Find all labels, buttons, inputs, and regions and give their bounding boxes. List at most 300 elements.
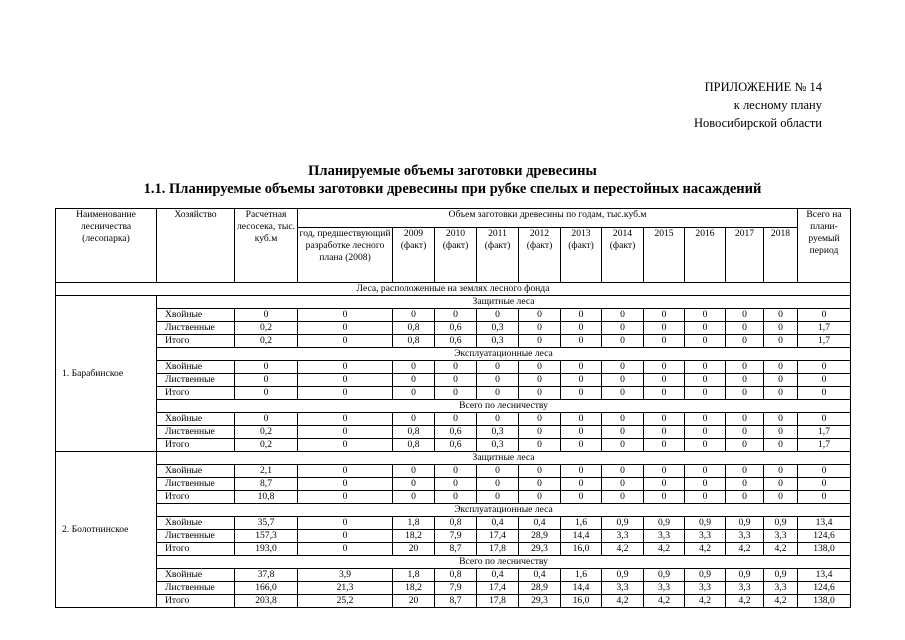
value-cell: 166,0 bbox=[235, 582, 298, 595]
value-cell: 0 bbox=[726, 322, 764, 335]
value-cell: 0 bbox=[602, 465, 644, 478]
value-cell: 0 bbox=[764, 309, 798, 322]
value-cell: 0 bbox=[602, 387, 644, 400]
value-cell: 0 bbox=[644, 322, 685, 335]
table-row bbox=[56, 517, 851, 530]
value-cell: 0 bbox=[393, 491, 435, 504]
value-cell: 7,9 bbox=[435, 582, 477, 595]
value-cell: 25,2 bbox=[298, 595, 393, 608]
value-cell: 0 bbox=[298, 491, 393, 504]
value-cell: 0 bbox=[644, 478, 685, 491]
value-cell: 0 bbox=[393, 387, 435, 400]
value-cell: 0 bbox=[235, 361, 298, 374]
value-cell: 1,6 bbox=[561, 517, 602, 530]
value-cell: 0 bbox=[235, 374, 298, 387]
farm-type: Лиственные bbox=[157, 322, 235, 335]
value-cell: 0,6 bbox=[435, 439, 477, 452]
value-cell: 3,3 bbox=[726, 582, 764, 595]
farm-type: Хвойные bbox=[157, 465, 235, 478]
value-cell: 0 bbox=[477, 374, 519, 387]
header-year: 2014 (факт) bbox=[602, 228, 644, 283]
value-cell: 0 bbox=[561, 335, 602, 348]
value-cell: 0,9 bbox=[685, 517, 726, 530]
value-cell: 0 bbox=[644, 426, 685, 439]
value-cell: 1,6 bbox=[561, 569, 602, 582]
value-cell: 3,3 bbox=[644, 530, 685, 543]
farm-type: Хвойные bbox=[157, 413, 235, 426]
value-cell: 10,8 bbox=[235, 491, 298, 504]
value-cell: 4,2 bbox=[685, 543, 726, 556]
value-cell: 0 bbox=[393, 374, 435, 387]
value-cell: 0 bbox=[685, 426, 726, 439]
header-total: Всего на плани-руемый период bbox=[798, 209, 851, 283]
value-cell: 0,9 bbox=[602, 517, 644, 530]
table-row bbox=[56, 309, 851, 322]
value-cell: 0 bbox=[764, 413, 798, 426]
farm-type: Итого bbox=[157, 595, 235, 608]
value-cell: 0 bbox=[798, 413, 851, 426]
value-cell: 0 bbox=[685, 322, 726, 335]
value-cell: 0 bbox=[644, 361, 685, 374]
value-cell: 0 bbox=[726, 426, 764, 439]
table-row bbox=[56, 478, 851, 491]
table-row bbox=[56, 413, 851, 426]
value-cell: 0 bbox=[602, 439, 644, 452]
value-cell: 0 bbox=[519, 426, 561, 439]
value-cell: 0 bbox=[764, 478, 798, 491]
farm-type: Итого bbox=[157, 491, 235, 504]
value-cell: 0 bbox=[644, 465, 685, 478]
value-cell: 0 bbox=[644, 309, 685, 322]
value-cell: 0,4 bbox=[519, 569, 561, 582]
value-cell: 0 bbox=[561, 387, 602, 400]
value-cell: 0 bbox=[393, 361, 435, 374]
value-cell: 0 bbox=[685, 335, 726, 348]
value-cell: 0 bbox=[519, 387, 561, 400]
value-cell: 3,3 bbox=[602, 582, 644, 595]
value-cell: 0 bbox=[685, 387, 726, 400]
table-row bbox=[56, 335, 851, 348]
table-row bbox=[56, 426, 851, 439]
value-cell: 3,3 bbox=[602, 530, 644, 543]
value-cell: 0 bbox=[685, 413, 726, 426]
value-cell: 0 bbox=[393, 309, 435, 322]
value-cell: 0,9 bbox=[726, 517, 764, 530]
value-cell: 0 bbox=[519, 374, 561, 387]
value-cell: 0 bbox=[435, 361, 477, 374]
value-cell: 0 bbox=[561, 491, 602, 504]
value-cell: 13,4 bbox=[798, 517, 851, 530]
value-cell: 17,4 bbox=[477, 582, 519, 595]
value-cell: 0 bbox=[644, 491, 685, 504]
value-cell: 0 bbox=[602, 309, 644, 322]
value-cell: 4,2 bbox=[726, 595, 764, 608]
farm-type: Итого bbox=[157, 335, 235, 348]
value-cell: 20 bbox=[393, 543, 435, 556]
farm-type: Хвойные bbox=[157, 517, 235, 530]
appendix-plan: к лесному плану bbox=[733, 98, 822, 112]
value-cell: 21,3 bbox=[298, 582, 393, 595]
value-cell: 0 bbox=[798, 465, 851, 478]
value-cell: 0 bbox=[519, 491, 561, 504]
value-cell: 0,3 bbox=[477, 439, 519, 452]
table-row bbox=[56, 530, 851, 543]
farm-type: Итого bbox=[157, 387, 235, 400]
value-cell: 0 bbox=[602, 374, 644, 387]
value-cell: 0 bbox=[298, 517, 393, 530]
value-cell: 18,2 bbox=[393, 582, 435, 595]
value-cell: 3,3 bbox=[764, 530, 798, 543]
value-cell: 0 bbox=[298, 413, 393, 426]
value-cell: 3,3 bbox=[685, 530, 726, 543]
value-cell: 0 bbox=[602, 491, 644, 504]
value-cell: 0 bbox=[393, 478, 435, 491]
value-cell: 0 bbox=[602, 335, 644, 348]
value-cell: 3,3 bbox=[764, 582, 798, 595]
value-cell: 0,6 bbox=[435, 335, 477, 348]
value-cell: 0 bbox=[435, 491, 477, 504]
value-cell: 0 bbox=[235, 413, 298, 426]
value-cell: 0 bbox=[798, 374, 851, 387]
value-cell: 3,3 bbox=[726, 530, 764, 543]
value-cell: 0,8 bbox=[393, 426, 435, 439]
value-cell: 0,8 bbox=[393, 322, 435, 335]
value-cell: 0 bbox=[685, 309, 726, 322]
value-cell: 2,1 bbox=[235, 465, 298, 478]
value-cell: 0 bbox=[726, 335, 764, 348]
value-cell: 0 bbox=[298, 374, 393, 387]
value-cell: 0 bbox=[602, 361, 644, 374]
value-cell: 0 bbox=[764, 387, 798, 400]
value-cell: 0 bbox=[726, 413, 764, 426]
section-title: Эксплуатационные леса bbox=[157, 348, 851, 361]
value-cell: 37,8 bbox=[235, 569, 298, 582]
value-cell: 0 bbox=[602, 322, 644, 335]
value-cell: 1,7 bbox=[798, 426, 851, 439]
value-cell: 0 bbox=[764, 439, 798, 452]
value-cell: 0 bbox=[298, 335, 393, 348]
farm-type: Итого bbox=[157, 543, 235, 556]
value-cell: 29,3 bbox=[519, 543, 561, 556]
value-cell: 0,4 bbox=[477, 517, 519, 530]
value-cell: 1,8 bbox=[393, 517, 435, 530]
value-cell: 4,2 bbox=[644, 543, 685, 556]
value-cell: 0,8 bbox=[393, 439, 435, 452]
value-cell: 0,9 bbox=[602, 569, 644, 582]
farm-type: Хвойные bbox=[157, 569, 235, 582]
section-title: Защитные леса bbox=[157, 452, 851, 465]
value-cell: 1,8 bbox=[393, 569, 435, 582]
value-cell: 0,6 bbox=[435, 426, 477, 439]
header-year: 2013 (факт) bbox=[561, 228, 602, 283]
appendix-number: ПРИЛОЖЕНИЕ № 14 bbox=[704, 80, 822, 94]
value-cell: 0 bbox=[764, 465, 798, 478]
value-cell: 4,2 bbox=[764, 595, 798, 608]
value-cell: 0 bbox=[519, 478, 561, 491]
section-title: Всего по лесничеству bbox=[157, 556, 851, 569]
header-volume-group: Объем заготовки древесины по годам, тыс.куб.м bbox=[298, 209, 798, 228]
value-cell: 0 bbox=[685, 374, 726, 387]
table-row bbox=[56, 543, 851, 556]
harvest-volume-table bbox=[55, 208, 851, 608]
value-cell: 0,8 bbox=[435, 517, 477, 530]
value-cell: 0 bbox=[764, 426, 798, 439]
value-cell: 0 bbox=[519, 439, 561, 452]
header-cutting-area: Расчетная лесосека, тыс. куб.м bbox=[235, 209, 298, 283]
value-cell: 0 bbox=[726, 309, 764, 322]
value-cell: 0 bbox=[685, 465, 726, 478]
value-cell: 124,6 bbox=[798, 582, 851, 595]
value-cell: 0 bbox=[726, 491, 764, 504]
value-cell: 4,2 bbox=[602, 595, 644, 608]
table-row bbox=[56, 595, 851, 608]
value-cell: 0 bbox=[764, 335, 798, 348]
table-row bbox=[56, 439, 851, 452]
forestry-name: 1. Барабинское bbox=[56, 296, 157, 452]
section-title: Всего по лесничеству bbox=[157, 400, 851, 413]
value-cell: 0,2 bbox=[235, 439, 298, 452]
table-row bbox=[56, 491, 851, 504]
value-cell: 138,0 bbox=[798, 595, 851, 608]
value-cell: 0 bbox=[685, 439, 726, 452]
value-cell: 0 bbox=[519, 322, 561, 335]
value-cell: 0 bbox=[435, 387, 477, 400]
value-cell: 0,2 bbox=[235, 426, 298, 439]
table-row bbox=[56, 374, 851, 387]
appendix-region: Новосибирской области bbox=[693, 116, 822, 130]
value-cell: 4,2 bbox=[726, 543, 764, 556]
value-cell: 0 bbox=[235, 309, 298, 322]
section-title: Защитные леса bbox=[157, 296, 851, 309]
value-cell: 138,0 bbox=[798, 543, 851, 556]
value-cell: 1,7 bbox=[798, 322, 851, 335]
value-cell: 0 bbox=[435, 465, 477, 478]
value-cell: 0 bbox=[561, 361, 602, 374]
value-cell: 0 bbox=[798, 309, 851, 322]
value-cell: 18,2 bbox=[393, 530, 435, 543]
value-cell: 0,2 bbox=[235, 322, 298, 335]
value-cell: 0 bbox=[435, 309, 477, 322]
value-cell: 0 bbox=[644, 374, 685, 387]
value-cell: 0 bbox=[764, 322, 798, 335]
value-cell: 0 bbox=[726, 465, 764, 478]
value-cell: 0 bbox=[726, 478, 764, 491]
table-row bbox=[56, 361, 851, 374]
header-farm: Хозяйство bbox=[157, 209, 235, 283]
value-cell: 203,8 bbox=[235, 595, 298, 608]
value-cell: 0 bbox=[561, 439, 602, 452]
farm-type: Лиственные bbox=[157, 426, 235, 439]
header-year: 2016 bbox=[685, 228, 726, 283]
value-cell: 0 bbox=[435, 478, 477, 491]
value-cell: 4,2 bbox=[602, 543, 644, 556]
header-year: 2018 bbox=[764, 228, 798, 283]
value-cell: 0,2 bbox=[235, 335, 298, 348]
value-cell: 0 bbox=[726, 439, 764, 452]
value-cell: 0 bbox=[561, 374, 602, 387]
value-cell: 3,9 bbox=[298, 569, 393, 582]
appendix-block bbox=[600, 78, 822, 132]
value-cell: 0 bbox=[477, 387, 519, 400]
value-cell: 8,7 bbox=[235, 478, 298, 491]
value-cell: 0 bbox=[764, 374, 798, 387]
value-cell: 4,2 bbox=[644, 595, 685, 608]
value-cell: 0 bbox=[298, 426, 393, 439]
value-cell: 0 bbox=[298, 530, 393, 543]
farm-type: Лиственные bbox=[157, 582, 235, 595]
farm-type: Хвойные bbox=[157, 361, 235, 374]
farm-type: Лиственные bbox=[157, 478, 235, 491]
value-cell: 0 bbox=[235, 387, 298, 400]
page-title: Планируемые объемы заготовки древесины bbox=[308, 163, 597, 179]
value-cell: 157,3 bbox=[235, 530, 298, 543]
value-cell: 0 bbox=[764, 491, 798, 504]
value-cell: 4,2 bbox=[764, 543, 798, 556]
value-cell: 0 bbox=[798, 361, 851, 374]
value-cell: 0 bbox=[519, 309, 561, 322]
farm-type: Итого bbox=[157, 439, 235, 452]
value-cell: 0 bbox=[726, 374, 764, 387]
value-cell: 0,3 bbox=[477, 335, 519, 348]
value-cell: 193,0 bbox=[235, 543, 298, 556]
value-cell: 0 bbox=[644, 335, 685, 348]
forestry-name: 2. Болотнинское bbox=[56, 452, 157, 608]
value-cell: 0,8 bbox=[435, 569, 477, 582]
value-cell: 0,3 bbox=[477, 426, 519, 439]
value-cell: 0 bbox=[519, 335, 561, 348]
value-cell: 0,8 bbox=[393, 335, 435, 348]
value-cell: 0,4 bbox=[519, 517, 561, 530]
value-cell: 0 bbox=[561, 413, 602, 426]
value-cell: 0 bbox=[602, 413, 644, 426]
value-cell: 0 bbox=[602, 426, 644, 439]
table-row bbox=[56, 387, 851, 400]
value-cell: 17,8 bbox=[477, 543, 519, 556]
table-body bbox=[56, 283, 851, 608]
value-cell: 0,9 bbox=[726, 569, 764, 582]
value-cell: 3,3 bbox=[644, 582, 685, 595]
header-year: 2010 (факт) bbox=[435, 228, 477, 283]
value-cell: 8,7 bbox=[435, 595, 477, 608]
value-cell: 0 bbox=[298, 322, 393, 335]
value-cell: 8,7 bbox=[435, 543, 477, 556]
farm-type: Лиственные bbox=[157, 530, 235, 543]
value-cell: 0 bbox=[685, 361, 726, 374]
value-cell: 0 bbox=[644, 413, 685, 426]
land-category-row: Леса, расположенные на землях лесного фонда bbox=[56, 283, 851, 296]
value-cell: 0 bbox=[644, 387, 685, 400]
value-cell: 3,3 bbox=[685, 582, 726, 595]
header-forestry-name: Наименование лесничества (лесопарка) bbox=[56, 209, 157, 283]
header-year: 2011 (факт) bbox=[477, 228, 519, 283]
value-cell: 0 bbox=[644, 439, 685, 452]
value-cell: 0,6 bbox=[435, 322, 477, 335]
value-cell: 1,7 bbox=[798, 439, 851, 452]
value-cell: 29,3 bbox=[519, 595, 561, 608]
value-cell: 0 bbox=[798, 478, 851, 491]
value-cell: 35,7 bbox=[235, 517, 298, 530]
value-cell: 0,4 bbox=[477, 569, 519, 582]
value-cell: 0 bbox=[726, 387, 764, 400]
value-cell: 0 bbox=[798, 491, 851, 504]
value-cell: 0 bbox=[519, 361, 561, 374]
value-cell: 1,7 bbox=[798, 335, 851, 348]
value-cell: 0 bbox=[393, 413, 435, 426]
value-cell: 0 bbox=[561, 478, 602, 491]
value-cell: 0,9 bbox=[764, 517, 798, 530]
table-row bbox=[56, 582, 851, 595]
table-row bbox=[56, 322, 851, 335]
header-year: 2009 (факт) bbox=[393, 228, 435, 283]
farm-type: Хвойные bbox=[157, 309, 235, 322]
value-cell: 0 bbox=[298, 309, 393, 322]
value-cell: 0 bbox=[298, 543, 393, 556]
page-subtitle: 1.1. Планируемые объемы заготовки древесины при рубке спелых и перестойных насаждений bbox=[143, 181, 762, 197]
value-cell: 0 bbox=[519, 465, 561, 478]
farm-type: Лиственные bbox=[157, 374, 235, 387]
value-cell: 0 bbox=[477, 309, 519, 322]
value-cell: 0 bbox=[477, 465, 519, 478]
value-cell: 0 bbox=[393, 465, 435, 478]
value-cell: 0 bbox=[602, 478, 644, 491]
value-cell: 0 bbox=[519, 413, 561, 426]
value-cell: 0 bbox=[685, 478, 726, 491]
value-cell: 0 bbox=[726, 361, 764, 374]
section-title: Эксплуатационные леса bbox=[157, 504, 851, 517]
value-cell: 0,9 bbox=[764, 569, 798, 582]
value-cell: 0 bbox=[477, 478, 519, 491]
value-cell: 14,4 bbox=[561, 530, 602, 543]
value-cell: 4,2 bbox=[685, 595, 726, 608]
value-cell: 0 bbox=[298, 465, 393, 478]
value-cell: 0,3 bbox=[477, 322, 519, 335]
value-cell: 0 bbox=[435, 413, 477, 426]
value-cell: 13,4 bbox=[798, 569, 851, 582]
value-cell: 0 bbox=[798, 387, 851, 400]
value-cell: 0 bbox=[435, 374, 477, 387]
value-cell: 0 bbox=[298, 387, 393, 400]
value-cell: 14,4 bbox=[561, 582, 602, 595]
value-cell: 0 bbox=[561, 309, 602, 322]
value-cell: 16,0 bbox=[561, 543, 602, 556]
value-cell: 124,6 bbox=[798, 530, 851, 543]
value-cell: 17,8 bbox=[477, 595, 519, 608]
value-cell: 16,0 bbox=[561, 595, 602, 608]
value-cell: 0 bbox=[477, 361, 519, 374]
value-cell: 7,9 bbox=[435, 530, 477, 543]
value-cell: 0 bbox=[298, 361, 393, 374]
value-cell: 20 bbox=[393, 595, 435, 608]
header-year: 2017 bbox=[726, 228, 764, 283]
value-cell: 0 bbox=[764, 361, 798, 374]
value-cell: 0 bbox=[298, 439, 393, 452]
header-year: 2012 (факт) bbox=[519, 228, 561, 283]
table-row bbox=[56, 569, 851, 582]
value-cell: 0 bbox=[685, 491, 726, 504]
value-cell: 0 bbox=[561, 426, 602, 439]
value-cell: 0 bbox=[477, 413, 519, 426]
value-cell: 0 bbox=[561, 465, 602, 478]
value-cell: 0 bbox=[561, 322, 602, 335]
value-cell: 0,9 bbox=[644, 517, 685, 530]
value-cell: 0,9 bbox=[685, 569, 726, 582]
value-cell: 0,9 bbox=[644, 569, 685, 582]
value-cell: 28,9 bbox=[519, 530, 561, 543]
header-previous-year: год, предшествующий разработке лесного плана (2008) bbox=[298, 228, 393, 283]
header-year: 2015 bbox=[644, 228, 685, 283]
value-cell: 28,9 bbox=[519, 582, 561, 595]
value-cell: 17,4 bbox=[477, 530, 519, 543]
